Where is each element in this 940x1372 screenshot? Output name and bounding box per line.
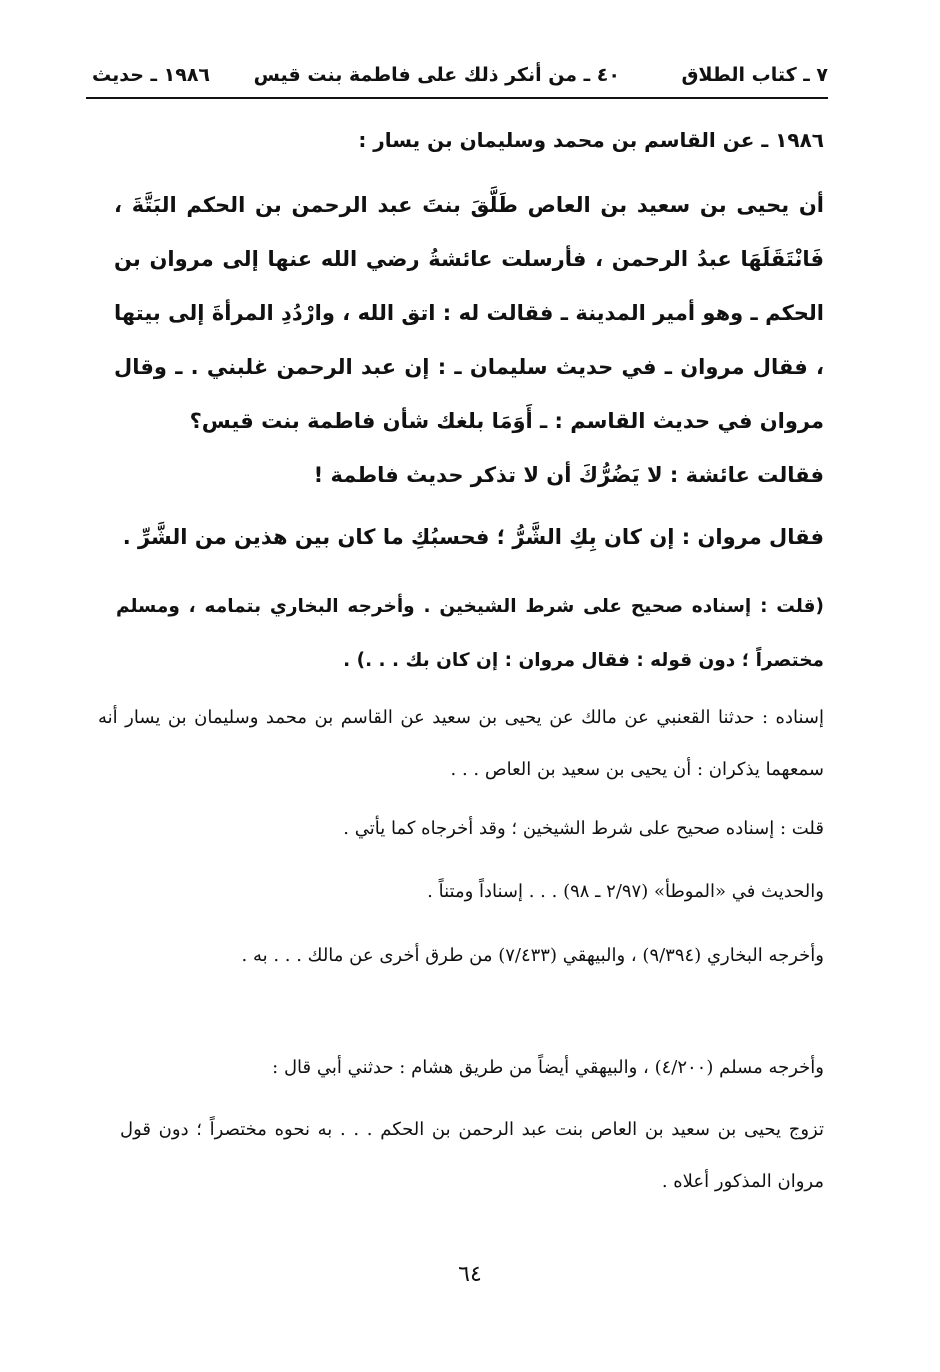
hadith-title: ١٩٨٦ ـ عن القاسم بن محمد وسليمان بن يسار : <box>358 128 824 152</box>
bukhari-note: وأخرجه البخاري (٩/٣٩٤) ، والبيهقي (٧/٤٣٣) من طرق أخرى عن مالك . . . به . <box>241 945 824 966</box>
page-number: ٦٤ <box>458 1262 482 1287</box>
header-book-title: ٧ ـ كتاب الطلاق <box>681 64 828 86</box>
verdict-note: قلت : إسناده صحيح على شرط الشيخين ؛ وقد أخرجاه كما يأتي . <box>343 818 824 839</box>
marriage-note: تزوج يحيى بن سعيد بن العاص بنت عبد الرحمن بن الحكم . . . به نحوه مختصراً ؛ دون قول مروان المذكور أعلاه . <box>120 1119 824 1192</box>
hadith-text: أن يحيى بن سعيد بن العاص طَلَّقَ بنتَ عبد الرحمن بن الحكم البَتَّةَ ، فَانْتَقَلَهَا عبدُ الرحمن ، فأرسلت عائشةُ رضي الله عنها إلى مروان بن الحكم ـ وهو أمير المدينة ـ فقالت له : اتق الله ، وارْدُدِ المرأةَ إلى بيتها ، فقال مروان ـ في حديث سليمان ـ : إن عبد الرحمن غلبني . ـ وقال مروان في حديث القاسم : ـ أَوَمَا بلغك شأن فاطمة بنت قيس؟ <box>114 193 824 433</box>
isnad-note: إسناده : حدثنا القعنبي عن مالك عن يحيى بن سعيد عن القاسم بن محمد وسليمان بن يسار أنه سمعهما يذكران : أن يحيى بن سعيد بن العاص . . . <box>98 707 824 780</box>
marwan-reply: فقال مروان : إن كان بِكِ الشَّرُّ ؛ فحسبُكِ ما كان بين هذين من الشَّرِّ . <box>122 525 824 549</box>
muslim-note: وأخرجه مسلم (٤/٢٠٠) ، والبيهقي أيضاً من طريق هشام : حدثني أبي قال : <box>272 1057 824 1078</box>
header-divider <box>86 97 828 99</box>
muwatta-note: والحديث في «الموطأ» (٢/٩٧ ـ ٩٨) . . . إسناداً ومتناً . <box>427 881 824 902</box>
header-chapter-title: ٤٠ ـ من أنكر ذلك على فاطمة بنت قيس <box>253 64 620 86</box>
running-header <box>92 56 828 96</box>
header-hadith-number: ١٩٨٦ ـ حديث <box>92 64 211 86</box>
aisha-reply: فقالت عائشة : لا يَضُرُّكَ أن لا تذكر حديث فاطمة ! <box>313 463 824 487</box>
author-commentary: (قلت : إسناده صحيح على شرط الشيخين . وأخرجه البخاري بتمامه ، ومسلم مختصراً ؛ دون قوله : فقال مروان : إن كان بك . . .) . <box>116 596 824 671</box>
